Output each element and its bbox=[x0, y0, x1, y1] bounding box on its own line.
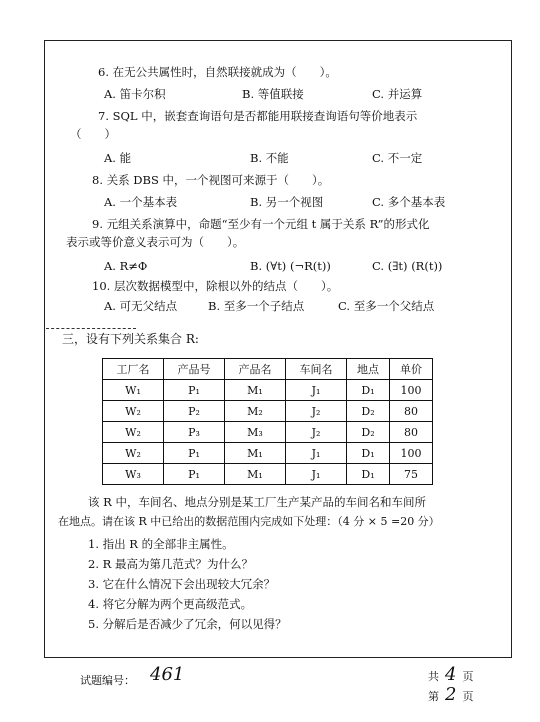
question-9-option-b: B. (∀t) (¬R(t)) bbox=[250, 259, 331, 273]
page-suffix: 页 bbox=[462, 690, 474, 703]
question-10-option-c: C. 至多一个父结点 bbox=[338, 299, 435, 313]
exam-code-label: 试题编号： bbox=[80, 674, 135, 687]
table-cell: J₁ bbox=[286, 464, 347, 485]
section-3-heading: 三，设有下列关系集合 R: bbox=[62, 332, 199, 346]
table-cell: M₁ bbox=[225, 443, 286, 464]
table-cell: M₂ bbox=[225, 401, 286, 422]
table-row bbox=[103, 422, 433, 443]
question-6-option-a: A. 笛卡尔积 bbox=[104, 87, 166, 101]
exam-code: 461 bbox=[150, 664, 185, 685]
table-cell: P₂ bbox=[164, 401, 225, 422]
question-6-stem: 6. 在无公共属性时，自然联接就成为（ ）。 bbox=[98, 65, 337, 79]
question-6-option-c: C. 并运算 bbox=[372, 87, 423, 101]
table-cell: P₁ bbox=[164, 443, 225, 464]
table-cell: 75 bbox=[390, 464, 433, 485]
table-row bbox=[103, 464, 433, 485]
question-9-stem-line1: 9. 元组关系演算中，命题“至少有一个元组 t 属于关系 R”的形式化 bbox=[92, 217, 430, 231]
table-cell: W₂ bbox=[103, 422, 164, 443]
table-cell: J₁ bbox=[286, 443, 347, 464]
table-cell: J₂ bbox=[286, 422, 347, 443]
table-row bbox=[103, 401, 433, 422]
task-item-2: 2. R 最高为第几范式？为什么？ bbox=[88, 557, 253, 571]
table-row bbox=[103, 443, 433, 464]
table-cell: P₁ bbox=[164, 380, 225, 401]
task-item-5: 5. 分解后是否减少了冗余，何以见得？ bbox=[88, 617, 287, 631]
question-9-option-c: C. (∃t) (R(t)) bbox=[372, 259, 443, 273]
question-7-option-a: A. 能 bbox=[104, 151, 132, 165]
column-header: 工厂名 bbox=[103, 359, 164, 380]
total-prefix: 共 bbox=[428, 670, 439, 683]
question-7-option-c: C. 不一定 bbox=[372, 151, 423, 165]
table-cell: W₂ bbox=[103, 401, 164, 422]
section-3-description-line2: 在地点。请在该 R 中已给出的数据范围内完成如下处理：（4 分 × 5 =20 分） bbox=[58, 515, 440, 528]
page-prefix: 第 bbox=[428, 690, 439, 703]
question-7-option-b: B. 不能 bbox=[250, 151, 289, 165]
table-cell: W₂ bbox=[103, 443, 164, 464]
task-item-3: 3. 它在什么情况下会出现较大冗余？ bbox=[88, 577, 276, 591]
total-suffix: 页 bbox=[462, 670, 474, 683]
table-cell: M₃ bbox=[225, 422, 286, 443]
table-cell: D₁ bbox=[347, 443, 390, 464]
question-7-stem-line1: 7. SQL 中，嵌套查询语句是否都能用联接查询语句等价地表示 bbox=[98, 109, 418, 123]
table-cell: D₁ bbox=[347, 464, 390, 485]
table-header-row bbox=[103, 359, 433, 380]
table-cell: 100 bbox=[390, 443, 433, 464]
table-cell: W₁ bbox=[103, 380, 164, 401]
question-8-stem: 8. 关系 DBS 中，一个视图可来源于（ ）。 bbox=[92, 173, 330, 187]
question-8-option-a: A. 一个基本表 bbox=[104, 195, 178, 209]
table-cell: J₁ bbox=[286, 380, 347, 401]
table-cell: D₂ bbox=[347, 401, 390, 422]
question-7-stem-line2: （ ） bbox=[70, 127, 116, 141]
table-cell: J₂ bbox=[286, 401, 347, 422]
column-header: 地点 bbox=[347, 359, 390, 380]
column-header: 单价 bbox=[390, 359, 433, 380]
table-cell: M₁ bbox=[225, 380, 286, 401]
table-cell: D₂ bbox=[347, 422, 390, 443]
column-header: 产品名 bbox=[225, 359, 286, 380]
task-item-1: 1. 指出 R 的全部非主属性。 bbox=[88, 537, 234, 551]
column-header: 车间名 bbox=[286, 359, 347, 380]
question-10-stem: 10. 层次数据模型中，除根以外的结点（ ）。 bbox=[92, 279, 339, 293]
section-3-description-line1: 该 R 中，车间名、地点分别是某工厂生产某产品的车间名和车间所 bbox=[88, 495, 426, 509]
total-pages-number: 4 bbox=[445, 664, 457, 685]
question-8-option-b: B. 另一个视图 bbox=[250, 195, 324, 209]
table-cell: M₁ bbox=[225, 464, 286, 485]
table-cell: 80 bbox=[390, 401, 433, 422]
current-page-number: 2 bbox=[445, 684, 457, 705]
table-cell: P₁ bbox=[164, 464, 225, 485]
task-item-4: 4. 将它分解为两个更高级范式。 bbox=[88, 597, 253, 611]
question-10-option-a: A. 可无父结点 bbox=[104, 299, 178, 313]
current-page bbox=[428, 684, 473, 705]
table-cell: 80 bbox=[390, 422, 433, 443]
column-header: 产品号 bbox=[164, 359, 225, 380]
question-10-option-b: B. 至多一个子结点 bbox=[208, 299, 305, 313]
section-divider bbox=[46, 328, 136, 329]
relation-table bbox=[102, 358, 433, 485]
question-9-stem-line2: 表示或等价意义表示可为（ ）。 bbox=[66, 235, 245, 249]
question-8-option-c: C. 多个基本表 bbox=[372, 195, 446, 209]
table-cell: W₃ bbox=[103, 464, 164, 485]
table-row bbox=[103, 380, 433, 401]
question-6-option-b: B. 等值联接 bbox=[242, 87, 304, 101]
total-pages bbox=[428, 664, 473, 685]
table-cell: 100 bbox=[390, 380, 433, 401]
table-cell: D₁ bbox=[347, 380, 390, 401]
table-cell: P₃ bbox=[164, 422, 225, 443]
question-9-option-a: A. R≠Φ bbox=[104, 259, 148, 273]
